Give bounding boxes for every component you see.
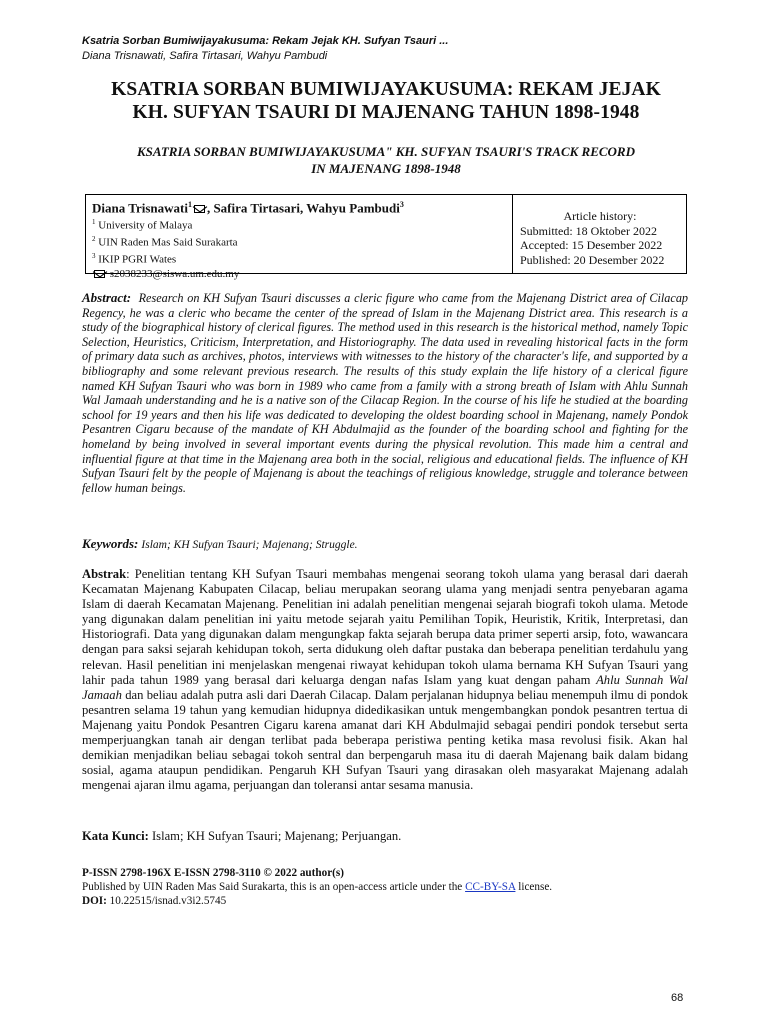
author-rest-sup: 3 <box>399 200 404 209</box>
envelope-icon <box>94 270 105 278</box>
published-date: Published: 20 Desember 2022 <box>520 252 665 267</box>
issn-line: P-ISSN 2798-196X E-ISSN 2798-3110 © 2022 author(s) <box>82 867 344 879</box>
abstrak-text-part2: dan beliau adalah putra asli dari Daerah Cilacap. Dalam perjalanan hidupnya beliau menempuh ilmu di pondok pesantren selama 19 tahun yang kemudian hidupnya didedikasikan untuk mengembangkan pondok pesantren tertua di Majenang yaitu Pondok Pesantren Cigaru karena amanat dari KH Abdulmajid sebagai pendiri pondok tersebut serta memperjuangkan tanah air dengan terlibat pada beberapa peristiwa penting ketika masa revolusi fisik. Akan hal demikian menjadikan beliau sebagai tokoh sentral dan berpengaruh masa itu di daerah Majenang baik dalam bidang sosial, agama ataupun pendidikan. Pengaruh KH Sufyan Tsauri yang dirasakan oleh masyarakat Majenang adalah mengenai ajaran ilmu agama, perjuangan dan toleransi antar sesama manusia. <box>82 687 688 793</box>
article-subtitle-line2: IN MAJENANG 1898-1948 <box>311 161 461 176</box>
doi-value: 10.22515/isnad.v3i2.5745 <box>106 894 227 907</box>
abstract-english <box>82 291 688 495</box>
doi-label: DOI: <box>82 894 107 907</box>
article-subtitle <box>82 143 690 177</box>
author-first-sup: 1 <box>187 200 192 209</box>
running-head-authors: Diana Trisnawati, Safira Tirtasari, Wahyu Pambudi <box>82 50 328 62</box>
author-email[interactable]: s2038233@siswa.um.edu.my <box>109 267 240 280</box>
envelope-icon <box>194 205 205 213</box>
kata-kunci-text: Islam; KH Sufyan Tsauri; Majenang; Perjuangan. <box>148 829 402 843</box>
abstrak-text-part1: : Penelitian tentang KH Sufyan Tsauri membahas mengenai seorang tokoh ulama yang berasal dari daerah Kecamatan Majenang Kabupaten Cilacap, beliau merupakan seorang ulama yang menjadi sentra penyebaran agama Islam di daerah Kecamatan Majenang. Penelitian ini adalah penelitian mengenai sejarah biografi tokoh ulama. Metode yang digunakan dalam penelitian ini yaitu metode sejarah yaitu Pemilihan Topik, Heuristik, Kritik, Interpretasi, dan Historiografi. Data yang digunakan dalam mengungkap fakta sejarah berupa data primer seperti arsip, foto, wawancara dengan para saksi sejarah kehidupan tokoh, serta didukung oleh daftar pustaka dan beberapa penelitian terdahulu yang relevan. Hasil penelitian ini menjelaskan mengenai riwayat kehidupan tokoh ulama bernama KH Sufyan Tsauri yang lahir pada tahun 1989 yang berasal dari keluarga dengan nafas Islam yang kuat dengan paham <box>82 567 688 687</box>
affiliation-sup: 2 <box>92 235 96 244</box>
publication-footer <box>82 867 688 908</box>
abstrak-text-italic: Ahlu Sunnah Wal Jamaah <box>82 672 689 702</box>
author-block <box>86 195 513 280</box>
keywords-english <box>82 537 688 553</box>
author-email-line <box>92 268 506 281</box>
affiliation-1 <box>92 216 506 233</box>
affiliation-text: University of Malaya <box>98 219 193 232</box>
affiliation-sup: 1 <box>92 218 96 227</box>
affiliation-sup: 3 <box>92 252 96 261</box>
accepted-date: Accepted: 15 Desember 2022 <box>520 238 663 253</box>
running-head-title: Ksatria Sorban Bumiwijayakusuma: Rekam Jejak KH. Sufyan Tsauri ... <box>82 35 449 47</box>
doi-line <box>82 895 688 909</box>
article-title-line2: KH. SUFYAN TSAURI DI MAJENANG TAHUN 1898-1948 <box>132 102 640 123</box>
license-link[interactable]: CC-BY-SA <box>465 880 516 893</box>
author-names <box>92 197 506 216</box>
keywords-text: Islam; KH Sufyan Tsauri; Majenang; Struggle. <box>141 539 358 551</box>
keywords-label: Keywords: <box>82 536 139 551</box>
kata-kunci-label: Kata Kunci: <box>82 829 149 843</box>
abstract-text: Research on KH Sufyan Tsauri discusses a cleric figure who came from the Majenang District area of Cilacap Regency, he was a cleric who became the center of the spread of Islam in the Majenang District area. This research is a study of the biographical history of clerical figures. The method used in this research is the historical method, namely Topic Selection, Heuristics, Criticism, Interpretation, and Historiography. The data used in revealing historical facts in the form of primary data such as archives, photos, interviews with witnesses to the history of the character's life, and supported by a bibliography and some relevant previous research. The results of this study explain the life history of a clerical figure named KH Sufyan Tsauri who was born in 1989 who came from a family with a strong breath of Islam with Ahlu Sunnah Wal Jamaah understanding and he is a native son of the Cilacap Region. In the course of his life he studied at the boarding school for 19 years and then his life was dedicated to developing the oldest boarding school in Majenang, namely Pondok Pesantren Cigaru because of the mandate of KH Abdulmajid as the founder of the boarding school and fighting for the homeland by being involved in several important events during the physical revolution. This made him a central and influential figure at that time in the Majenang area both in the social, religious and educational fields. The influence of KH Sufyan Tsauri felt by the people of Majenang is about the teachings of religious knowledge, struggle and tolerance between fellow human beings. <box>82 291 689 495</box>
submitted-date: Submitted: 18 Oktober 2022 <box>520 223 657 238</box>
abstract-indonesian <box>82 567 688 793</box>
article-title <box>82 78 690 124</box>
affiliation-2 <box>92 233 506 250</box>
author-info-box <box>85 194 687 280</box>
affiliation-3 <box>92 250 506 267</box>
abstrak-label: Abstrak <box>82 567 127 581</box>
article-history <box>513 195 686 273</box>
affiliation-text: IKIP PGRI Wates <box>98 254 177 267</box>
article-title-line1: KSATRIA SORBAN BUMIWIJAYAKUSUMA: REKAM JEJAK <box>111 79 661 100</box>
affiliation-text: UIN Raden Mas Said Surakarta <box>98 237 238 250</box>
author-rest: , Safira Tirtasari, Wahyu Pambudi <box>206 200 400 216</box>
publisher-text: Published by UIN Raden Mas Said Surakarta, this is an open-access article under the <box>82 880 466 893</box>
running-head <box>82 34 682 63</box>
page-number: 68 <box>671 992 684 1004</box>
license-suffix: license. <box>515 880 553 893</box>
article-subtitle-line1: KSATRIA SORBAN BUMIWIJAYAKUSUMA" KH. SUFYAN TSAURI'S TRACK RECORD <box>136 144 635 159</box>
author-first: Diana Trisnawati <box>92 200 188 216</box>
keywords-indonesian <box>82 829 688 844</box>
publisher-line <box>82 881 688 895</box>
abstract-label: Abstract: <box>82 290 132 305</box>
article-history-title: Article history: <box>563 209 637 223</box>
